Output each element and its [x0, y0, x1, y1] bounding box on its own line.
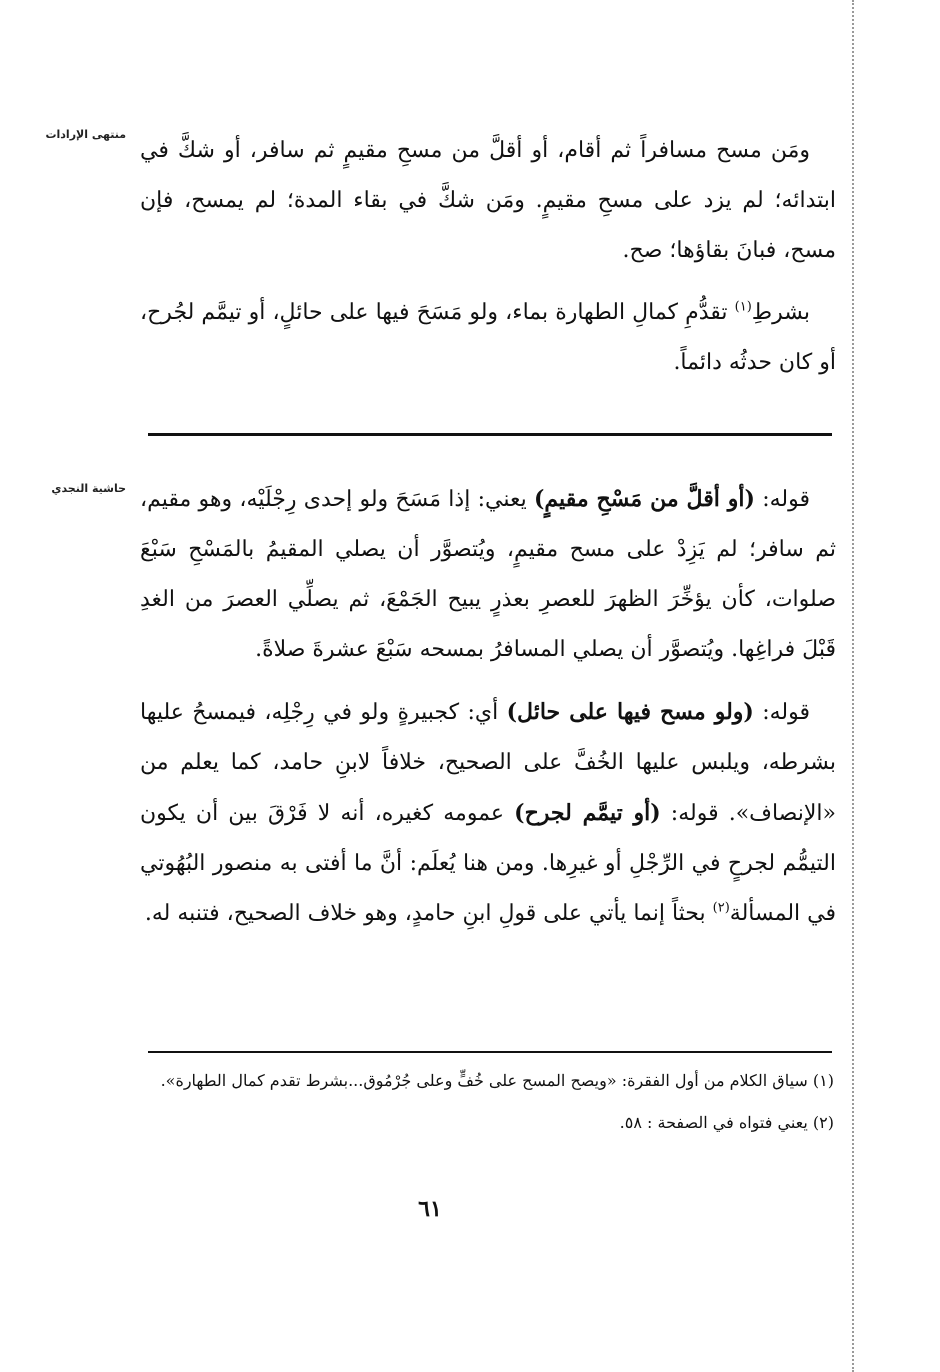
commentary-2-quote-2: (أو تيمَّم لجرح) — [514, 800, 661, 826]
commentary-1-lead: قوله: — [754, 487, 810, 512]
main-paragraph-1: ومَن مسح مسافراً ثم أقام، أو أقلَّ من مسحِ مقيمٍ ثم سافر، أو شكَّ في ابتدائه؛ لم يزد على مسحِ مقيمٍ. ومَن شكَّ في بقاء المدة؛ لم يمسح، فإن مسح، فبانَ بقاؤها؛ صح. — [140, 138, 836, 263]
side-label-muntaha: منتهى الإرادات — [45, 128, 126, 141]
commentary-paragraph-2 — [140, 687, 836, 939]
commentary-paragraph-1 — [140, 474, 836, 675]
footnotes-block — [140, 1062, 834, 1142]
commentary-2-quote: (ولو مسح فيها على حائل) — [506, 699, 754, 725]
commentary-2-text-c: بحثاً إنما يأتي على قولِ ابنِ حامدٍ، وهو خلاف الصحيح، فتنبه له. — [144, 901, 713, 926]
scan-edge-dotted-line — [852, 0, 854, 1372]
main-paragraph-2-rest: تقدُّمِ كمالِ الطهارة بماء، ولو مَسَحَ فيها على حائلٍ، أو تيمَّم لجُرح، أو كان حدثُه دائماً. — [140, 300, 836, 375]
page-number: ٦١ — [418, 1196, 442, 1222]
main-text-block — [140, 126, 836, 388]
commentary-2-text-b: عمومه كغيره، أنه لا فَرْقَ بين أن يكون التيمُّم لجرحٍ في الرِّجْلِ أو غيرِها. ومن هنا يُعلَم: أنَّ ما أفتى به منصور البُهُوتي في المسألة — [140, 801, 836, 926]
footnote-1: (١) سياق الكلام من أول الفقرة: «ويصح المسح على خُفٍّ وعلى جُرْمُوق...بشرط تقدم كمال الطهارة». — [160, 1071, 834, 1090]
side-label-najdi: حاشية النجدي — [51, 482, 126, 495]
commentary-2-text-a: أي: كجبيرةٍ ولو في رِجْلِه، فيمسحُ عليها بشرطه، ويلبس عليها الخُفَّ على الصحيح، خلافاً لابنِ حامد، كما يعلم من «الإنصاف». قوله: — [140, 700, 836, 826]
main-paragraph-2-start: بشرطِ — [751, 300, 810, 325]
commentary-1-quote: (أو أقلَّ من مَسْحِ مقيمٍ) — [534, 486, 755, 512]
section-divider — [148, 433, 832, 436]
footnote-divider — [148, 1051, 832, 1053]
footnote-ref-2: (٢) — [712, 900, 730, 916]
commentary-block — [140, 474, 836, 939]
main-paragraph-2 — [140, 288, 836, 388]
commentary-2-lead: قوله: — [753, 700, 811, 725]
commentary-1-text: يعني: إذا مَسَحَ ولو إحدى رِجْلَيْه، وهو مقيم، ثم سافر؛ لم يَزِدْ على مسح مقيمٍ، ويُتصوَّر أن يصلي المقيمُ بالمَسْحِ سَبْعَ صلوات، كأن يؤخِّرَ الظهرَ للعصرِ بعذرٍ يبيح الجَمْعَ، ثم يصلِّي العصرَ من الغدِ قَبْلَ فراغِها. ويُتصوَّر أن يصلي المسافرُ بمسحه سَبْعَ عشرةَ صلاةً. — [140, 487, 836, 662]
footnote-2: (٢) يعني فتواه في الصفحة : ٥٨. — [619, 1113, 834, 1132]
footnote-ref-1: (١) — [734, 299, 752, 315]
